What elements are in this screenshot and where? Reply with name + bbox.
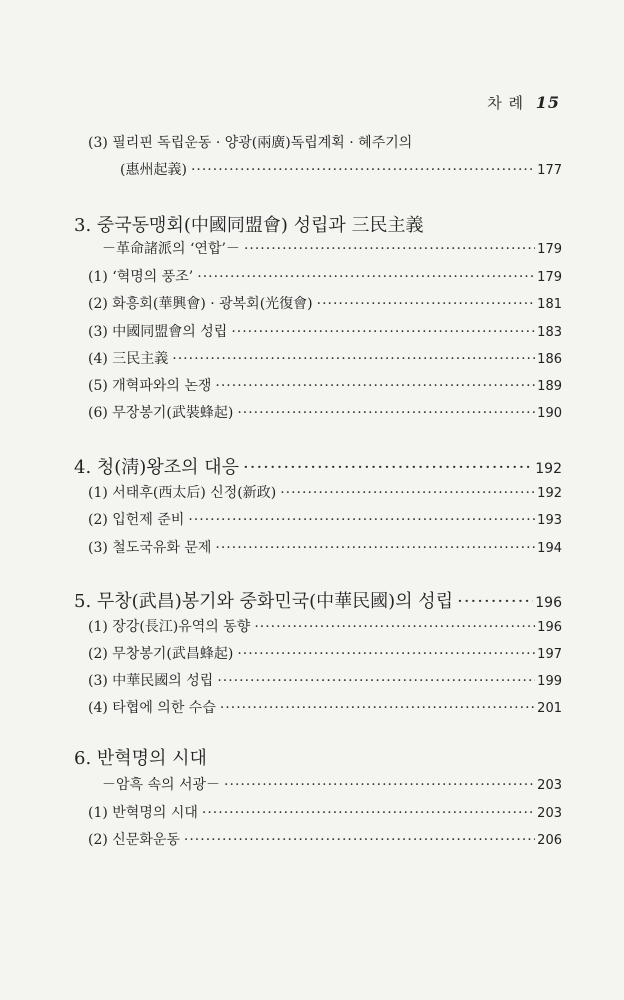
dot-leader [317,296,536,312]
toc-entry-title: (2) 무창봉기(武昌蜂起) [88,646,234,662]
dot-leader [217,673,535,689]
toc-page-number: 197 [537,647,562,662]
toc-entry-title: 4. 청(淸)왕조의 대응 [74,457,239,478]
header-page-number: 15 [535,93,560,112]
toc-page-number: 192 [537,486,562,501]
header-label: 차 례 [487,94,524,112]
toc-page-number: 181 [537,297,562,312]
dot-leader [237,405,535,421]
dot-leader [191,162,535,178]
toc-entry-title: (1) 서태후(西太后) 신정(新政) [88,485,277,501]
toc-entry [88,402,562,426]
toc-entry [88,537,562,561]
toc-entry-title: 3. 중국동맹회(中國同盟會) 성립과 三民主義 [74,215,424,236]
toc-page-number: 201 [537,701,562,716]
toc-page-number: 183 [537,325,562,340]
toc-entry [88,348,562,372]
dot-leader [243,457,533,478]
toc-section-heading [74,744,374,772]
toc-entry-title: (2) 입헌제 준비 [88,512,185,528]
toc-entry [120,159,562,183]
toc-entry-title: (1) 장강(長江)유역의 동향 [88,619,251,635]
dot-leader [244,241,535,257]
dot-leader [215,378,535,394]
toc-entry [88,482,562,506]
toc-entry [88,293,562,317]
toc-page-number: 177 [537,163,562,178]
toc-page-number: 199 [537,674,562,689]
toc-entry-title: (4) 타협에 의한 수습 [88,700,216,716]
toc-page-number: 189 [537,379,562,394]
toc-entry [88,321,562,345]
dot-leader [224,777,535,793]
toc-entry-title: (1) ‘혁명의 풍조’ [88,269,194,285]
dot-leader [280,485,535,501]
toc-entry-title: (3) 필리핀 독립운동 · 양광(兩廣)독립계획 · 혜주기의 [88,135,413,151]
dot-leader [457,591,533,612]
dot-leader [197,269,535,285]
toc-entry-title: (3) 철도국유화 문제 [88,540,212,556]
toc-entry [88,697,562,721]
toc-entry [88,829,562,853]
toc-entry-title: (惠州起義) [120,162,187,178]
toc-entry-title: －革命諸派의 ‘연합’－ [102,241,240,257]
dot-leader [215,540,535,556]
toc-entry [88,509,562,533]
dot-leader [254,619,535,635]
dot-leader [184,832,535,848]
toc-entry [88,643,562,667]
running-header [487,92,560,113]
toc-entry-title: (2) 신문화운동 [88,832,180,848]
toc-page-number: 179 [537,270,562,285]
toc-entry-title: (3) 中華民國의 성립 [88,673,214,689]
toc-page-number: 196 [535,595,562,611]
toc-section-heading [74,453,562,481]
dot-leader [172,351,535,367]
toc-entry-title: (1) 반혁명의 시대 [88,805,198,821]
toc-entry [88,802,562,826]
toc-page-number: 190 [537,406,562,421]
toc-entry [102,774,562,798]
dot-leader [202,805,535,821]
toc-entry [88,132,488,156]
toc-entry [88,266,562,290]
dot-leader [220,700,535,716]
toc-entry-title: (4) 三民主義 [88,351,169,367]
dot-leader [237,646,535,662]
toc-entry-title: 6. 반혁명의 시대 [74,748,207,769]
toc-page-number: 179 [537,242,562,257]
toc-section-heading [74,211,494,239]
toc-entry [88,616,562,640]
toc-entry [88,375,562,399]
toc-page-number: 203 [537,806,562,821]
toc-page-number: 186 [537,352,562,367]
toc-entry [88,670,562,694]
toc-entry-title: (2) 화흥회(華興會) · 광복회(光復會) [88,296,313,312]
dot-leader [231,324,535,340]
toc-entry-title: (3) 中國同盟會의 성립 [88,324,228,340]
toc-page-number: 206 [537,833,562,848]
toc-section-heading [74,587,562,615]
toc-entry-title: 5. 무창(武昌)봉기와 중화민국(中華民國)의 성립 [74,591,454,612]
toc-entry-title: －암흑 속의 서광－ [102,777,221,793]
dot-leader [188,512,535,528]
toc-entry-title: (5) 개혁파와의 논쟁 [88,378,212,394]
toc-page-number: 193 [537,513,562,528]
toc-page-number: 203 [537,778,562,793]
toc-page-number: 192 [535,461,562,477]
toc-entry-title: (6) 무장봉기(武裝蜂起) [88,405,234,421]
toc-page-number: 194 [537,541,562,556]
toc-entry [102,238,562,262]
toc-page-number: 196 [537,620,562,635]
